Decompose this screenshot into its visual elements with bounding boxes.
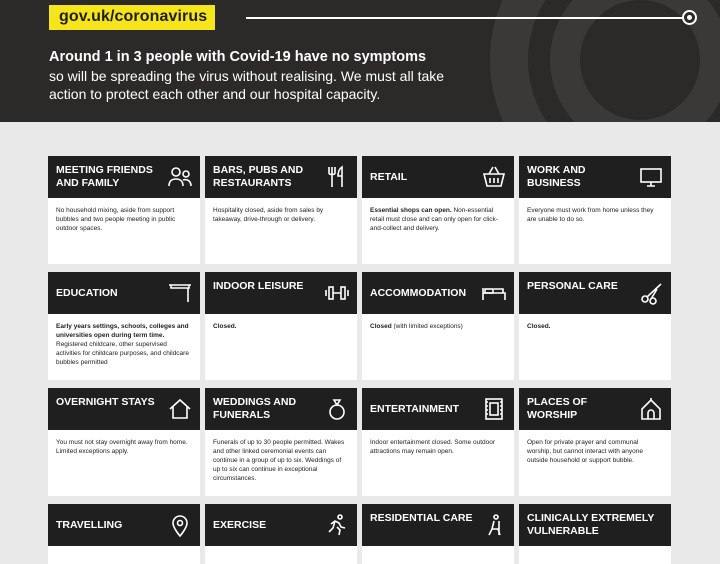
card-header (362, 388, 514, 430)
card-places-of-worship (519, 388, 671, 496)
card-indoor-leisure (205, 272, 357, 380)
card-retail (362, 156, 514, 264)
house-icon (168, 397, 192, 421)
card-meeting-friends (48, 156, 200, 264)
card-accommodation (362, 272, 514, 380)
card-title: BARS, PUBS AND RESTAURANTS (213, 164, 304, 189)
church-icon (639, 397, 663, 421)
card-travelling (48, 504, 200, 564)
card-title: EXERCISE (213, 519, 267, 531)
card-clinically-vulnerable (519, 504, 671, 564)
card-emphasis: Essential shops can open. (370, 207, 452, 214)
card-title: PERSONAL CARE (527, 280, 618, 292)
card-header (519, 388, 671, 430)
card-text: Registered childcare, other supervised activities for childcare purposes, and childcare bubbles permitted (56, 341, 189, 366)
basket-icon (482, 165, 506, 189)
chalkboard-icon (168, 281, 192, 305)
card-body (362, 430, 514, 464)
people-icon (168, 165, 192, 189)
card-emphasis: Closed. (527, 323, 551, 330)
card-body (48, 430, 200, 464)
card-body (362, 198, 514, 241)
card-title: CLINICALLY EXTREMELY VULNERABLE (527, 512, 655, 537)
subheadline: so will be spreading the virus without realising. We must all take action to protect each other and our hospital capacity. (49, 68, 445, 102)
ring-icon (325, 397, 349, 421)
card-text: You must not stay overnight away from home. Limited exceptions apply. (56, 439, 188, 455)
card-title: INDOOR LEISURE (213, 280, 304, 292)
care-icon (482, 513, 506, 537)
card-text: Non-essential retail must close and can only open for click-and-collect and delivery. (370, 207, 498, 232)
card-text: No household mixing, aside from support bubbles and two people meeting in public outdoor spaces. (56, 207, 176, 232)
card-residential-care (362, 504, 514, 564)
scissors-icon (639, 281, 663, 305)
bed-icon (482, 281, 506, 305)
card-body (519, 314, 671, 339)
card-text: Indoor entertainment closed. Some outdoor attractions may remain open. (370, 439, 496, 455)
gov-url-link[interactable]: gov.uk/coronavirus (49, 5, 215, 30)
card-header (362, 156, 514, 198)
card-header (48, 156, 200, 198)
dumbbell-icon (325, 281, 349, 305)
card-text: Hospitality closed, aside from sales by takeaway, drive-through or delivery. (213, 207, 324, 223)
card-body (519, 430, 671, 473)
card-header (205, 388, 357, 430)
card-header (48, 272, 200, 314)
card-education (48, 272, 200, 380)
card-bars-pubs (205, 156, 357, 264)
card-body (205, 314, 357, 339)
card-header (362, 272, 514, 314)
card-title: TRAVELLING (56, 519, 123, 531)
card-title: MEETING FRIENDS AND FAMILY (56, 164, 153, 189)
card-entertainment (362, 388, 514, 496)
card-personal-care (519, 272, 671, 380)
card-title: WEDDINGS AND FUNERALS (213, 396, 297, 421)
header-banner (0, 0, 720, 122)
card-overnight-stays (48, 388, 200, 496)
card-body (48, 314, 200, 375)
card-text: Everyone must work from home unless they are unable to do so. (527, 207, 654, 223)
card-body (519, 198, 671, 232)
card-title: PLACES OF WORSHIP (527, 396, 588, 421)
card-header (48, 388, 200, 430)
headline: Around 1 in 3 people with Covid-19 have no symptoms (49, 49, 427, 65)
location-pin-icon (168, 513, 192, 537)
card-emphasis: Closed. (213, 323, 237, 330)
card-body (205, 198, 357, 232)
card-title: OVERNIGHT STAYS (56, 396, 155, 408)
card-title: ENTERTAINMENT (370, 403, 460, 415)
url-divider-line (246, 17, 690, 19)
cutlery-icon (325, 165, 349, 189)
card-title: ACCOMMODATION (370, 287, 467, 299)
card-header (519, 156, 671, 198)
monitor-icon (639, 165, 663, 189)
card-text: Funerals of up to 30 people permitted. Wakes and other linked ceremonial events can continue in a group of up to six. Weddings of up to six can continue in exceptional circumstances. (213, 439, 345, 482)
target-dot-icon (682, 10, 697, 25)
card-emphasis: Early years settings, schools, colleges and universities open during term time. (56, 323, 189, 339)
card-emphasis: Closed (370, 323, 392, 330)
card-body (362, 314, 514, 339)
card-title: WORK AND BUSINESS (527, 164, 586, 189)
card-body (205, 430, 357, 491)
card-exercise (205, 504, 357, 564)
card-header (205, 272, 357, 314)
film-icon (482, 397, 506, 421)
card-header (519, 272, 671, 314)
card-text: (with limited exceptions) (393, 323, 463, 330)
card-header (205, 156, 357, 198)
card-body (48, 198, 200, 241)
card-title: RETAIL (370, 171, 408, 183)
runner-icon (325, 513, 349, 537)
card-weddings-funerals (205, 388, 357, 496)
card-work-business (519, 156, 671, 264)
card-text: Open for private prayer and communal worship, but cannot interact with anyone outside household or support bubble. (527, 439, 643, 464)
card-title: EDUCATION (56, 287, 118, 299)
card-title: RESIDENTIAL CARE (370, 512, 473, 524)
